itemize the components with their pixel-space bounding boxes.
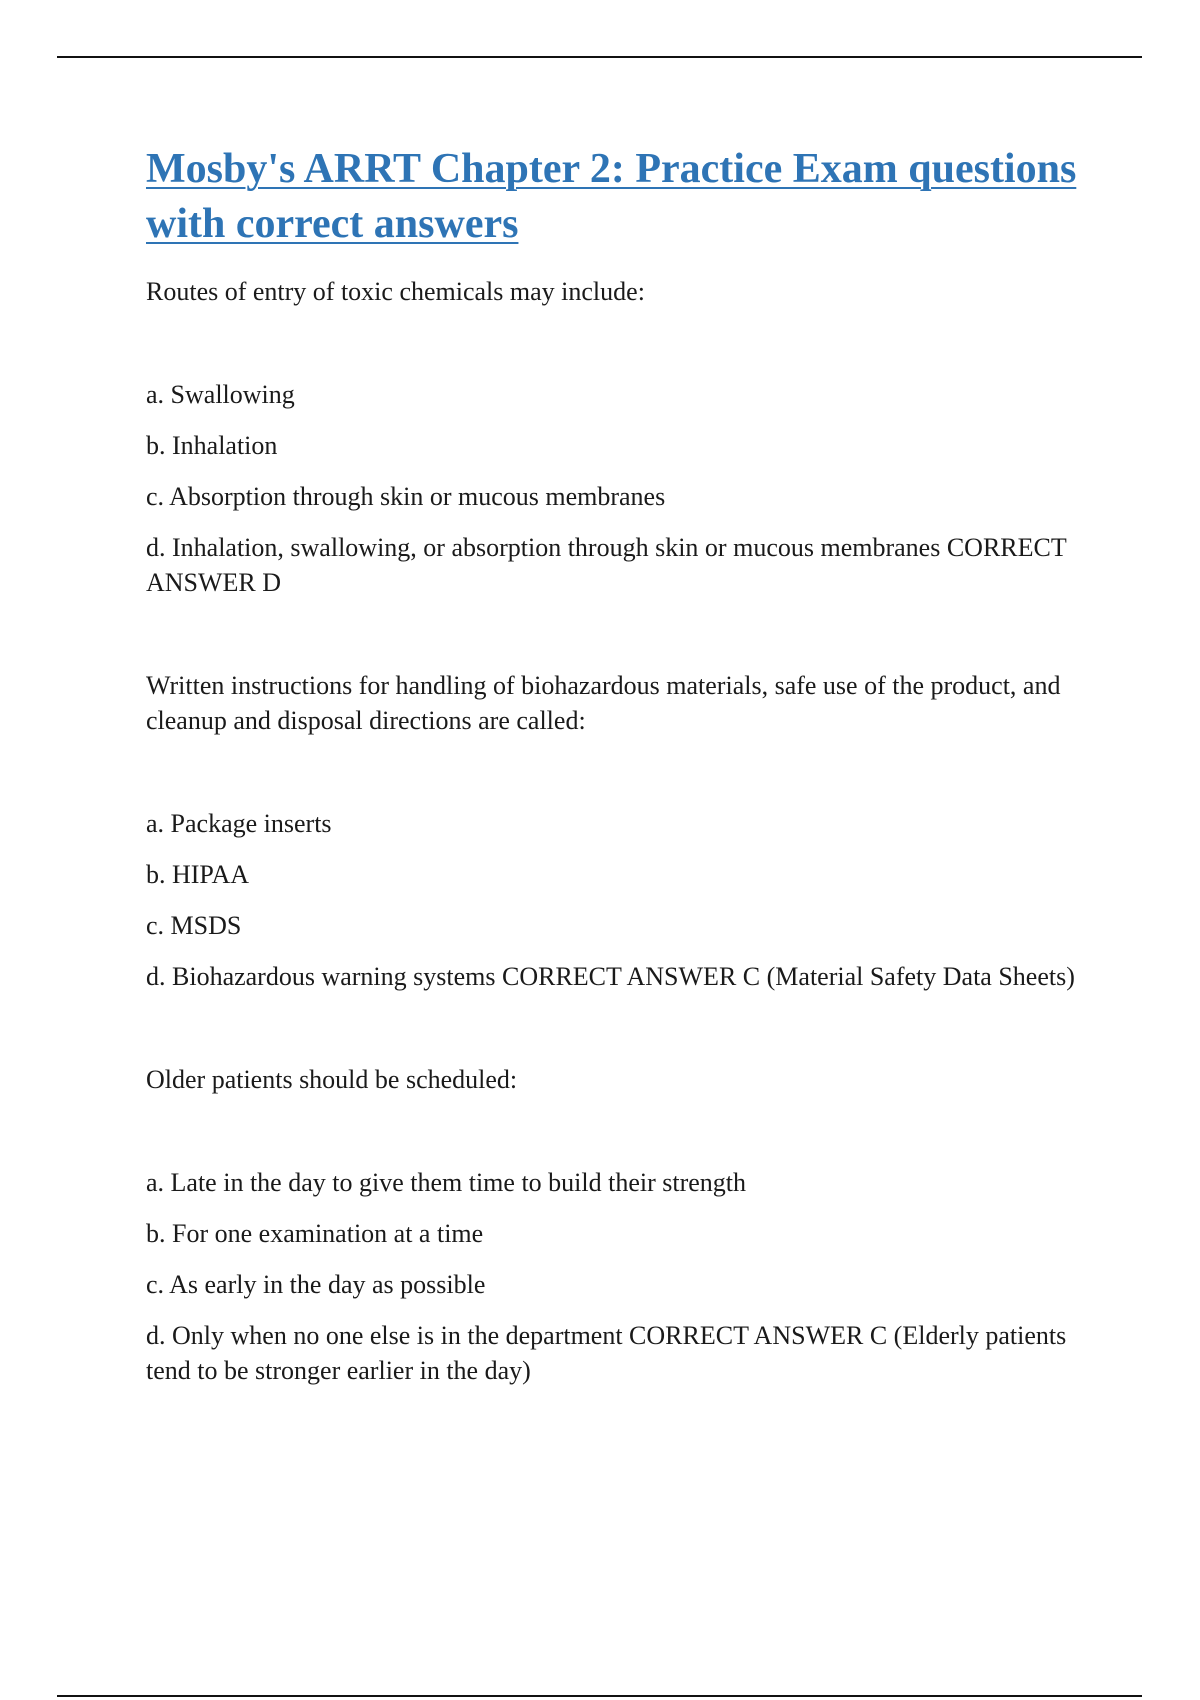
document-body (146, 142, 1106, 1388)
answer-option: b. HIPAA (146, 860, 250, 889)
answer-option: c. Absorption through skin or mucous membranes (146, 482, 666, 511)
answer-option: a. Swallowing (146, 380, 295, 409)
answer-option-with-correct-answer: d. Inhalation, swallowing, or absorption through skin or mucous membranes CORRECT ANSWER D (146, 533, 1067, 597)
footer-rule (57, 1695, 1142, 1697)
answer-option-with-correct-answer: d. Biohazardous warning systems CORRECT ANSWER C (Material Safety Data Sheets) (146, 962, 1075, 991)
document-title: Mosby's ARRT Chapter 2: Practice Exam questions with correct answers (146, 146, 1077, 247)
answer-option-with-correct-answer: d. Only when no one else is in the department CORRECT ANSWER C (Elderly patients tend to be stronger earlier in the day) (146, 1321, 1067, 1385)
answer-option: a. Package inserts (146, 809, 332, 838)
answer-option: b. Inhalation (146, 431, 278, 460)
answer-option: a. Late in the day to give them time to build their strength (146, 1168, 747, 1197)
question-block (146, 1062, 1106, 1388)
question-block (146, 274, 1106, 600)
answer-option: c. As early in the day as possible (146, 1270, 486, 1299)
question-prompt: Older patients should be scheduled: (146, 1065, 518, 1094)
question-prompt: Written instructions for handling of biohazardous materials, safe use of the product, and cleanup and disposal directions are called: (146, 671, 1061, 735)
header-rule (57, 56, 1142, 58)
question-prompt: Routes of entry of toxic chemicals may include: (146, 277, 645, 306)
answer-option: c. MSDS (146, 911, 242, 940)
question-block (146, 668, 1106, 994)
answer-option: b. For one examination at a time (146, 1219, 484, 1248)
